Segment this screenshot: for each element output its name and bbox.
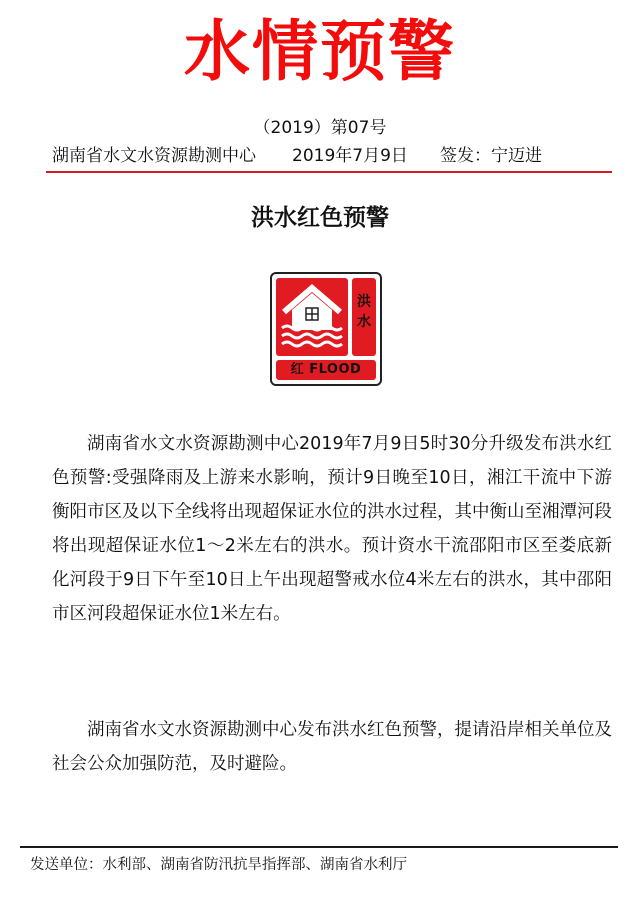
warning-paragraph-1 bbox=[52, 427, 612, 631]
badge-bottom-label: 红 FLOOD bbox=[276, 360, 376, 380]
flood-red-warning-badge bbox=[270, 272, 382, 386]
issuer-line bbox=[52, 145, 612, 167]
issuing-organization: 湖南省水文水资源勘测中心 bbox=[52, 146, 256, 166]
recipients-line: 发送单位：水利部、湖南省防汛抗旱指挥部、湖南省水利厅 bbox=[30, 857, 407, 873]
flooded-house-icon bbox=[276, 278, 348, 356]
badge-label-shui: 水 bbox=[357, 314, 371, 330]
paragraph-text: 湖南省水文水资源勘测中心发布洪水红色预警，提请沿岸相关单位及社会公众加强防范，及时避险。 bbox=[52, 720, 612, 774]
issue-date: 2019年7月9日 bbox=[292, 146, 408, 166]
document-title: 水情预警 bbox=[184, 13, 456, 90]
document-number: （2019）第07号 bbox=[253, 118, 387, 138]
badge-side-label bbox=[352, 278, 376, 356]
header-divider bbox=[46, 171, 612, 173]
paragraph-text: 湖南省水文水资源勘测中心2019年7月9日5时30分升级发布洪水红色预警:受强降雨及上游来水影响，预计9日晚至10日，湘江干流中下游衡阳市区及以下全线将出现超保证水位的洪水过程，其中衡山至湘潭河段将出现超保证水位1～2米左右的洪水。预计资水干流邵阳市区至娄底新化河段于9日下午至10日上午出现超警戒水位4米左右的洪水，其中邵阳市区河段超保证水位1米左右。 bbox=[52, 434, 612, 624]
badge-label-hong: 洪 bbox=[357, 294, 371, 310]
section-title: 洪水红色预警 bbox=[251, 205, 389, 231]
signed-by: 签发：宁迈进 bbox=[440, 146, 542, 166]
warning-paragraph-2 bbox=[52, 713, 612, 781]
footer-divider bbox=[20, 846, 618, 848]
